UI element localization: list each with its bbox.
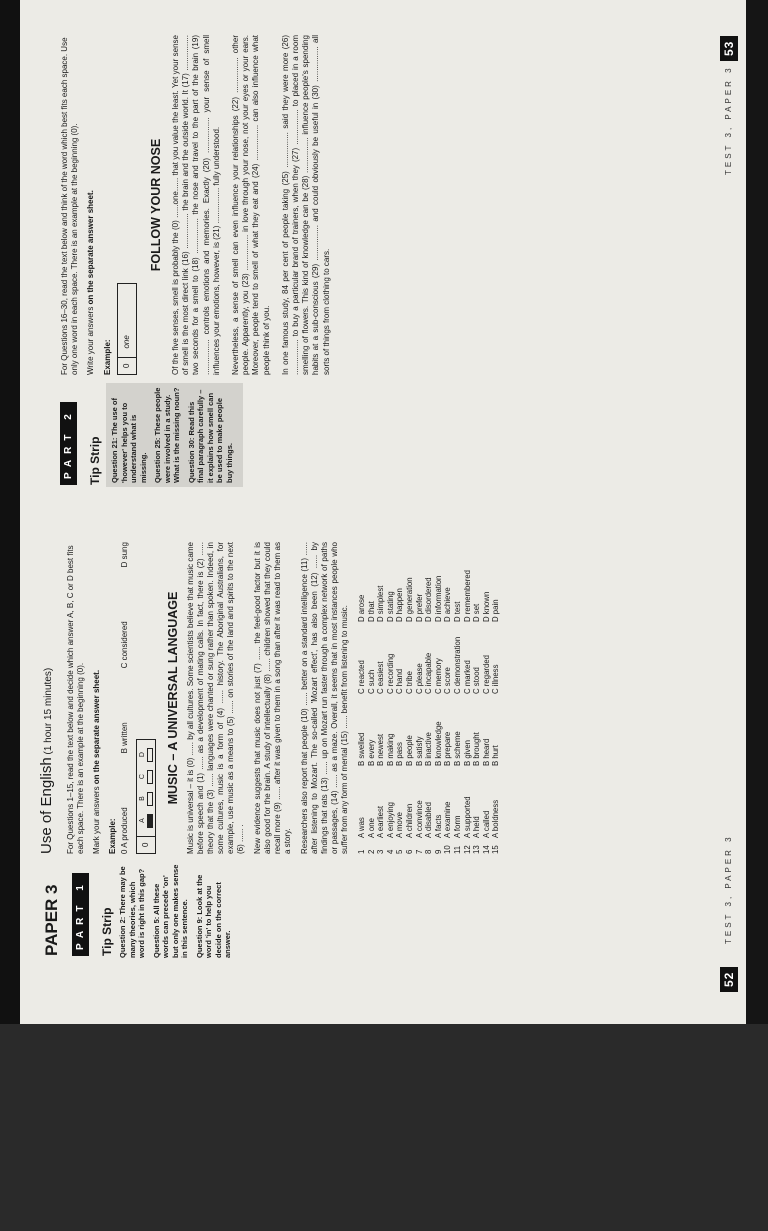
option-number: 1 (357, 849, 366, 854)
paragraph: Music is universal – it is (0) ...... by all cultures. Some scientists believe that music came before speech and (1) ...... as a development of mating calls. In fact, there is (2) ...... theory that the (3) ...... languages were chanted or sung rather than spoken. Indeed, in some cultures, music is a form of (4) ...... history. The Aboriginal Australians, for example, use music as a means to (5) ...... on stories of the land and spirits to the next (6) ...... . (186, 542, 245, 854)
option-a: A disabled (424, 802, 434, 838)
option-a: A children (404, 803, 414, 838)
example-answer-grid (139, 740, 153, 836)
answer-mark (147, 770, 153, 784)
section-title-main: Use of English (38, 757, 55, 854)
example-answer-box (136, 739, 156, 854)
answer-mark (147, 792, 153, 806)
option-c: C hand (395, 668, 405, 694)
option-d: D pain (491, 599, 501, 622)
option-c: C stood (472, 667, 482, 694)
tip-strip-title: Tip Strip (100, 907, 114, 956)
option-b: B given (462, 739, 472, 766)
example-options (120, 542, 130, 854)
example-label: Example: (102, 339, 112, 375)
tip-item: Question 9: Look at the word 'in' to help you decide on the correct answer. (194, 874, 232, 958)
tip-strip-title: Tip Strip (88, 436, 102, 485)
option-b: B inactive (424, 732, 434, 766)
option-b: B swelled (357, 732, 366, 766)
options-table (357, 542, 501, 854)
answer-mark (147, 748, 153, 762)
example-answer-box (117, 283, 137, 375)
page-53 (20, 20, 746, 505)
option-number: 10 (443, 845, 453, 854)
example-option: C considered (120, 621, 129, 669)
answer-option (139, 792, 153, 806)
option-a: A one (366, 818, 376, 838)
mark-prefix: Mark your answers (92, 784, 101, 854)
option-a: A boldness (491, 799, 501, 838)
example-option: 0 A produced (120, 807, 129, 854)
option-c: C illness (491, 664, 501, 694)
example-option: B written (120, 722, 129, 754)
option-c: C easiest (376, 661, 386, 694)
option-a: A convince (414, 800, 424, 838)
tip-item: Question 30: Read this final paragraph carefully – it explains how smell can be used to make people buy things. (186, 389, 234, 483)
option-b: B people (404, 735, 414, 766)
page-number: 52 (720, 967, 738, 992)
option-d: D prefer (414, 593, 424, 622)
option-a: A enjoying (385, 802, 395, 838)
text-title: MUSIC – A UNIVERSAL LANGUAGE (166, 591, 180, 805)
option-d: D information (433, 575, 443, 622)
option-c: C such (366, 669, 376, 694)
example-answer: one (121, 335, 131, 349)
option-b: B satisfy (414, 736, 424, 766)
scan-edge-right (746, 0, 768, 1024)
write-instructions (86, 35, 96, 375)
option-d: D remembered (462, 570, 472, 622)
option-d: D simplest (376, 585, 386, 622)
option-number: 3 (376, 849, 386, 854)
paragraph: Researchers also report that people (10) ...... better on a standard intelligence (11) ...... after listening to Mozart. The so-called 'Mozart effect', has also been (12) ...... by findings that rats (13) ...... up on Mozart run faster through a complex network of paths or passages, (14) ...... as a maze. Overall, it seems that in most instances people who suffer from any form of mental (15) ...... benefit from listening to music. (300, 542, 349, 854)
options-col-d (357, 550, 501, 622)
tip-item: Question 21: The use of 'however' helps you to understand what is missing. (110, 397, 148, 483)
option-number: 11 (452, 845, 462, 854)
section-title-sub: (1 hour 15 minutes) (43, 667, 54, 758)
page-52-main (38, 542, 501, 854)
scan-edge-left (0, 0, 20, 1024)
page-number: 53 (720, 36, 738, 61)
option-b: B hurt (491, 745, 501, 766)
option-number: 6 (404, 849, 414, 854)
mark-instructions (92, 542, 102, 854)
paper-title: PAPER 3 (42, 884, 61, 956)
option-c: C marked (462, 660, 472, 694)
option-a: A form (452, 815, 462, 838)
example-box-num: 0 (118, 357, 136, 374)
option-c: C recording (385, 653, 395, 694)
option-a: A examine (443, 801, 453, 838)
option-c: C regarded (481, 654, 491, 694)
option-b: B brought (472, 732, 482, 766)
answer-option (139, 770, 153, 784)
option-a: A move (395, 811, 405, 838)
instructions: For Questions 1–15, read the text below and decide which answer A, B, C or D best fits each space. There is an example at the beginning (0). (66, 545, 85, 854)
option-number: 2 (366, 849, 376, 854)
answer-option (139, 748, 153, 762)
option-number: 14 (481, 845, 491, 854)
option-number: 15 (491, 845, 501, 854)
options-col-c (357, 622, 501, 694)
answer-option (139, 814, 153, 828)
option-c: C incapable (424, 652, 434, 694)
option-a: A was (357, 817, 366, 838)
running-head: TEST 3, PAPER 3 (724, 834, 733, 944)
option-c: C please (414, 663, 424, 694)
option-d: D test (452, 601, 462, 622)
option-a: A called (481, 810, 491, 838)
option-a: A facts (433, 814, 443, 838)
option-c: C score (443, 667, 453, 694)
example-label: Example: (108, 818, 117, 854)
option-a: A earliest (376, 805, 386, 838)
option-d: D arose (357, 594, 366, 622)
option-d: D stating (385, 591, 395, 622)
option-b: B prepare (443, 731, 453, 766)
option-d: D generation (404, 577, 414, 622)
option-number: 5 (395, 849, 405, 854)
answer-letter: A (139, 818, 146, 823)
option-b: B newest (376, 733, 386, 766)
paragraph: Of the five senses, smell is probably the (0) ......one...... that you value the least. Yet your sense of smell is the most direct link (16) ................ the brain and the outside world. It (17) ................ two seconds for a smell to (18) ................ the nose and travel to the part of the brain (19) ................ controls emotions and memories. Exactly (20) ................ your sense of smell influences your emotions, however, is (21) ................ fully understood. (171, 35, 221, 375)
section-title (38, 542, 55, 854)
options-num-col (357, 838, 501, 854)
option-d: D happen (395, 588, 405, 622)
option-b: B knowledge (433, 721, 443, 766)
tip-item: Question 25: These people were involved in a study. What is the missing noun? (153, 387, 181, 483)
part-label: PART 1 (72, 873, 89, 956)
page-52 (20, 533, 746, 1004)
option-d: D known (481, 591, 491, 622)
option-a: A supported (462, 796, 472, 838)
tip-item: Question 2: There may be many theories, which word is right in this gap? (118, 866, 146, 958)
option-b: B scheme (452, 731, 462, 766)
example-option: D sung (120, 542, 129, 568)
tip-item: Question 5: All these words can precede 'on' but only one makes sense in this sentence. (151, 864, 189, 958)
text-title: FOLLOW YOUR NOSE (148, 138, 163, 272)
page-53-main (60, 35, 341, 375)
options-col-b (357, 694, 501, 766)
paragraph: In one famous study, 84 per cent of people taking (25) ................ said they were more (26) ................ to buy a particular brand of trainers, when they (27) ................ to placed in a room smelling of flowers. This kind of knowledge can be (28) ................ influence people's spending habits at a sub-conscious (29) ................ and could obviously be useful in (30) ................ all sorts of things from clothing to cars. (280, 35, 331, 375)
write-bold: on the separate answer sheet. (86, 190, 96, 305)
option-c: C reacted (357, 660, 366, 694)
option-b: B every (366, 739, 376, 766)
option-number: 8 (424, 849, 434, 854)
write-prefix: Write your answers (86, 304, 96, 375)
option-number: 7 (414, 849, 424, 854)
option-d: D disordered (424, 577, 434, 622)
answer-letter: C (139, 774, 146, 780)
option-b: B heard (481, 738, 491, 766)
answer-letter: B (139, 796, 146, 801)
answer-mark (147, 814, 153, 828)
option-d: D achieve (443, 587, 453, 622)
example-box-num: 0 (137, 836, 155, 853)
option-c: C demonstration (452, 636, 462, 694)
instructions: For Questions 16–30, read the text below and think of the word which best fits each space. Use only one word in each space. There is an example at the beginning (0). (60, 37, 80, 375)
answer-letter: D (139, 752, 146, 758)
mark-bold: on the separate answer sheet. (92, 669, 101, 785)
music-text (186, 542, 350, 854)
option-d: D set (472, 603, 482, 622)
option-number: 9 (433, 849, 443, 854)
options-col-a (357, 766, 501, 838)
running-head: TEST 3, PAPER 3 (724, 65, 733, 175)
paragraph: New evidence suggests that music does not just (7) ...... the feel-good factor but it is also good for the brain. A study of intellectually (8) ...... children showed that they could recall more (9) ...... after it was given to them in a song than after it was read to them as a story. (253, 542, 292, 854)
option-number: 12 (462, 845, 472, 854)
tip-strip (106, 383, 243, 487)
option-b: B pass (395, 742, 405, 766)
nose-text (171, 35, 332, 375)
option-number: 4 (385, 849, 395, 854)
paragraph: Nevertheless, a sense of smell can even influence your relationships (22) ................ other people. Apparently, you (23) ................ in love through your nose, not your eyes or your ears. Moreover, people tend to smell of what they eat and (24) ................ can also influence what people think of you. (231, 35, 271, 375)
option-c: C tribe (404, 671, 414, 694)
option-d: D that (366, 601, 376, 622)
tip-strip (118, 862, 238, 958)
option-c: C memory (433, 658, 443, 694)
option-number: 13 (472, 845, 482, 854)
part-label: PART 2 (60, 402, 77, 485)
option-b: B making (385, 733, 395, 766)
option-a: A held (472, 816, 482, 838)
